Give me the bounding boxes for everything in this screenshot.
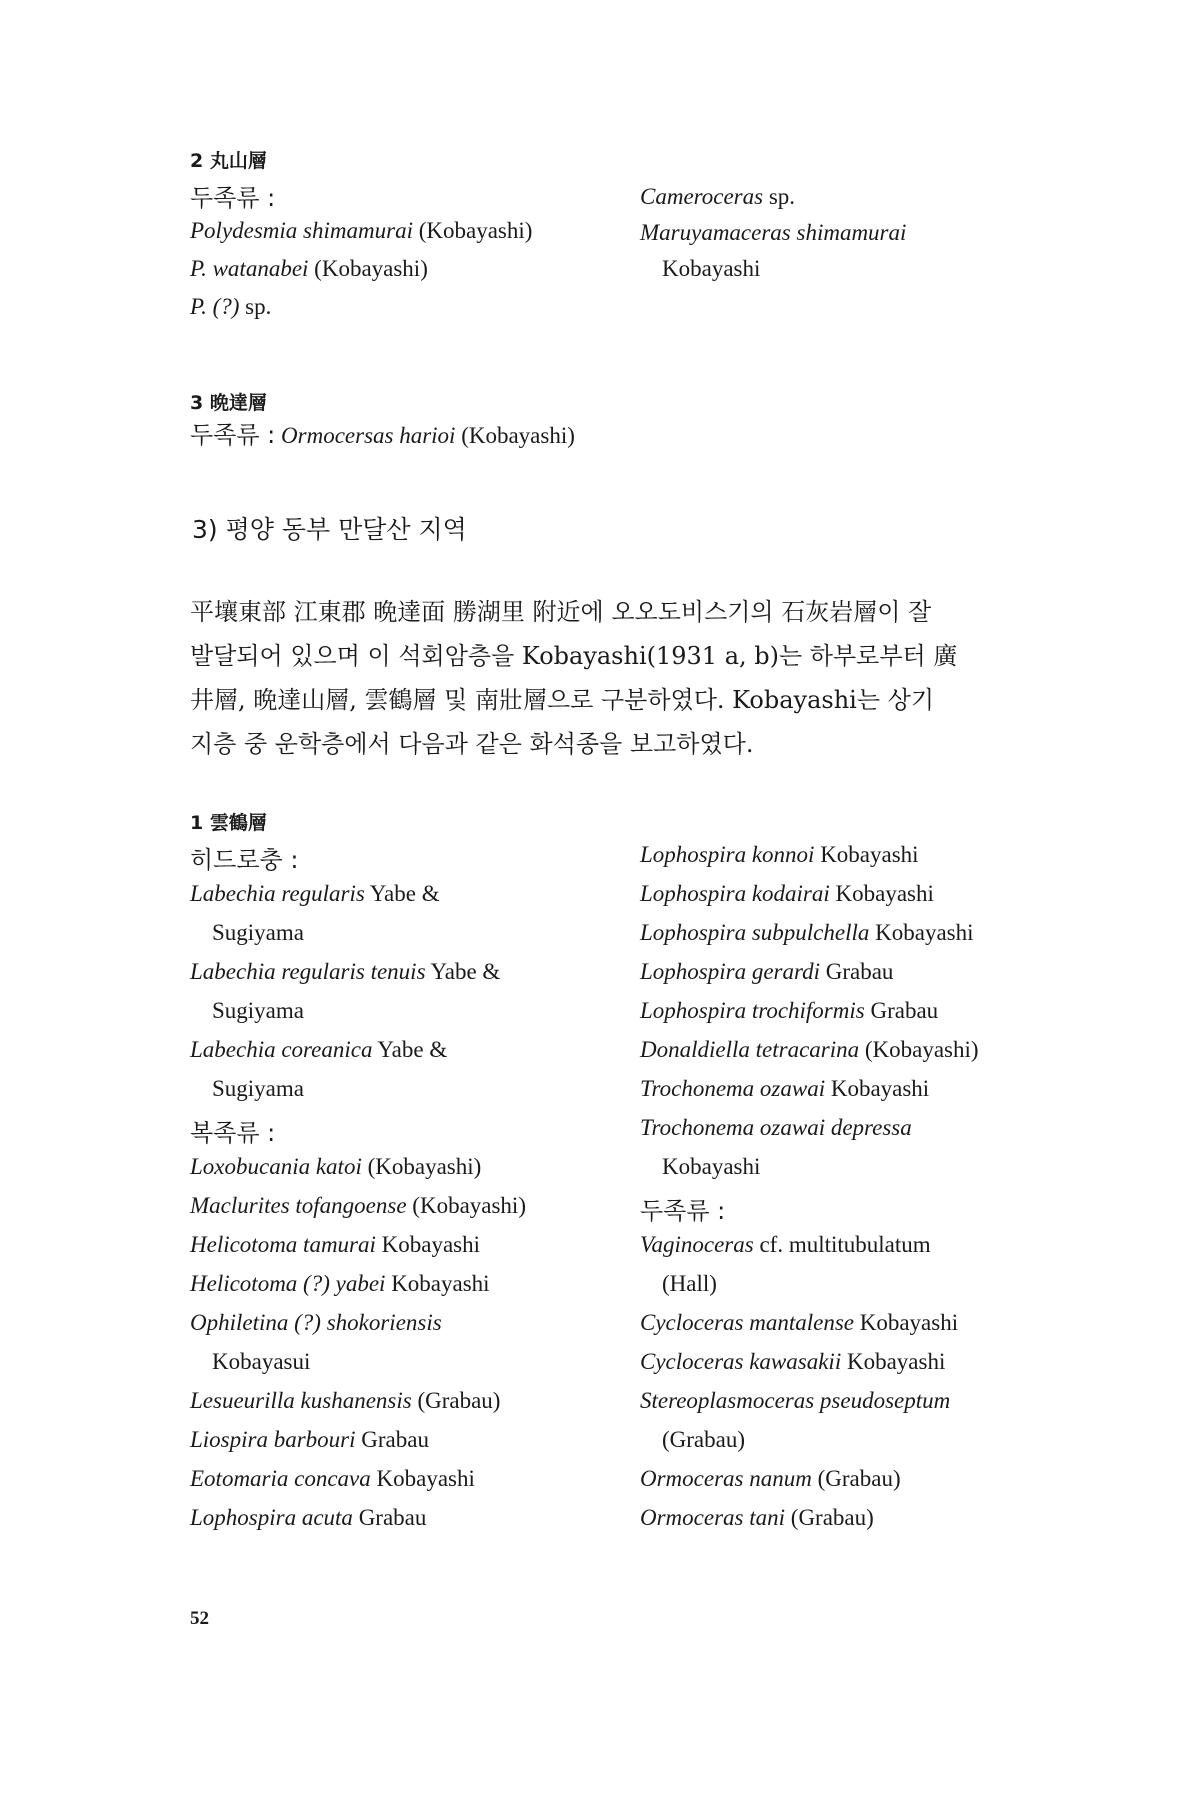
author-name: (Grabau) [790,1505,874,1530]
author-name: (Grabau) [417,1388,501,1413]
species-continuation [190,996,304,1026]
species-name: Lophospira konnoi [640,842,815,867]
block2-entry [190,420,575,451]
species-name: Eotomaria concava [190,1466,371,1491]
author-name: (Kobayashi) [864,1037,979,1062]
species-name: Liospira barbouri [190,1427,356,1452]
species-name: Donaldiella tetracarina [640,1037,860,1062]
species-name: Polydesmia shimamurai [190,218,413,243]
author-name: (Kobayashi) [412,1193,526,1218]
species-continuation [190,918,304,948]
author-name: Kobayashi [820,842,919,867]
author-name: Grabau [361,1427,429,1452]
species-entry [190,254,428,284]
author-name: sp. [245,294,272,319]
species-name: Labechia coreanica [190,1037,373,1062]
species-entry [190,1308,442,1338]
paragraph-line: 平壤東部 江東郡 晩達面 勝湖里 附近에 오오도비스기의 石灰岩層이 잘 [190,598,932,626]
species-name: Cycloceras mantalense [640,1310,854,1335]
species-entry [640,1230,931,1260]
author-name: Kobayashi [662,1154,761,1179]
species-entry [190,292,271,322]
species-name: Cycloceras kawasakii [640,1349,842,1374]
species-entry [640,1503,874,1533]
author-name: (Kobayashi) [367,1154,482,1179]
species-name: Maclurites tofangoense [190,1193,407,1218]
group-label: 두족류 : [190,421,276,449]
author-name: Grabau [358,1505,427,1530]
author-name: Kobayashi [381,1232,481,1257]
species-entry [190,216,532,246]
species-name: Lesueurilla kushanensis [190,1388,412,1413]
species-name: Trochonema ozawai [640,1076,826,1101]
page-number: 52 [190,1608,209,1629]
section-label-maruyama: 2 丸山層 [190,150,267,172]
species-continuation [640,1425,745,1455]
species-name: Helicotoma (?) yabei [190,1271,386,1296]
author-name: (Kobayashi) [461,423,575,448]
author-name: Kobayashi [830,1076,930,1101]
author-name: Yabe & [377,1037,448,1062]
species-continuation [640,254,760,284]
species-continuation [190,1347,310,1377]
species-entry [190,1152,481,1182]
species-name: Loxobucania katoi [190,1154,362,1179]
group-label: 두족류 : [640,1197,726,1225]
paragraph-line: 지층 중 운학층에서 다음과 같은 화석종을 보고하였다. [190,730,754,758]
species-name: Cameroceras [640,184,764,209]
species-entry [190,957,500,987]
paragraph-line: 발달되어 있으며 이 석회암층을 Kobayashi(1931 a, b)는 하부로부터 廣 [190,642,958,670]
species-continuation [640,1152,760,1182]
species-entry [640,1035,979,1065]
author-name: Sugiyama [212,920,304,945]
author-name: Grabau [825,959,894,984]
species-name: Lophospira subpulchella [640,920,870,945]
paragraph-line: 井層, 晩達山層, 雲鶴層 및 南壯層으로 구분하였다. Kobayashi는 상기 [190,686,935,714]
author-name: Kobayashi [662,256,761,281]
species-entry [190,1425,429,1455]
species-name: Lophospira gerardi [640,959,820,984]
group-label: 두족류 : [190,184,276,212]
species-name: Trochonema ozawai depressa [640,1115,912,1140]
species-entry [640,879,934,909]
species-name: Ophiletina (?) shokoriensis [190,1310,442,1335]
species-entry [190,1230,480,1260]
species-name: P. watanabei [190,256,309,281]
species-continuation [640,1269,717,1299]
species-name: P. (?) [190,294,240,319]
species-name: Ormoceras nanum [640,1466,812,1491]
species-entry [190,1191,526,1221]
species-entry [640,182,795,212]
species-entry [640,1386,950,1416]
author-name: Sugiyama [212,1076,304,1101]
author-name: (Kobayashi) [314,256,428,281]
species-entry [640,1074,929,1104]
species-entry [190,1386,500,1416]
species-entry [640,1347,945,1377]
author-name: (Kobayashi) [418,218,533,243]
author-name: Sugiyama [212,998,304,1023]
species-entry [190,1503,426,1533]
author-name: (Grabau) [662,1427,746,1452]
species-entry [640,1464,901,1494]
species-entry [190,1269,490,1299]
species-continuation [190,1074,304,1104]
section-heading: 3) 평양 동부 만달산 지역 [192,515,467,544]
species-entry [640,1113,912,1143]
author-name: Kobayashi [391,1271,490,1296]
species-name: Helicotoma tamurai [190,1232,376,1257]
author-name: Kobayashi [376,1466,475,1491]
author-name: Kobayasui [212,1349,311,1374]
species-entry [640,918,974,948]
species-name: Ormocersas harioi [281,423,456,448]
species-name: Lophospira trochiformis [640,998,865,1023]
author-name: cf. multitubulatum [759,1232,931,1257]
author-name: (Grabau) [817,1466,901,1491]
species-entry [640,1308,958,1338]
author-name: Yabe & [369,881,440,906]
species-entry [640,218,906,248]
species-entry [640,840,919,870]
author-name: Yabe & [430,959,501,984]
species-name: Vaginoceras [640,1232,754,1257]
author-name: Kobayashi [875,920,974,945]
species-entry [190,1035,447,1065]
group-label: 복족류 : [190,1119,276,1147]
author-name: (Hall) [662,1271,717,1296]
species-name: Ormoceras tani [640,1505,786,1530]
species-name: Labechia regularis tenuis [190,959,426,984]
author-name: Kobayashi [835,881,934,906]
section-label-unhak: 1 雲鶴層 [190,812,267,834]
species-entry [190,1464,475,1494]
species-name: Labechia regularis [190,881,365,906]
species-entry [190,879,440,909]
species-name: Lophospira kodairai [640,881,830,906]
author-name: Kobayashi [846,1349,946,1374]
species-name: Stereoplasmoceras pseudoseptum [640,1388,951,1413]
group-label: 히드로충 : [190,846,299,874]
section-label-mandal: 3 晩達層 [190,392,267,414]
species-name: Lophospira acuta [190,1505,353,1530]
author-name: sp. [768,184,796,209]
author-name: Kobayashi [859,1310,959,1335]
species-entry [640,996,938,1026]
species-name: Maruyamaceras shimamurai [640,220,907,245]
author-name: Grabau [870,998,939,1023]
species-entry [640,957,893,987]
